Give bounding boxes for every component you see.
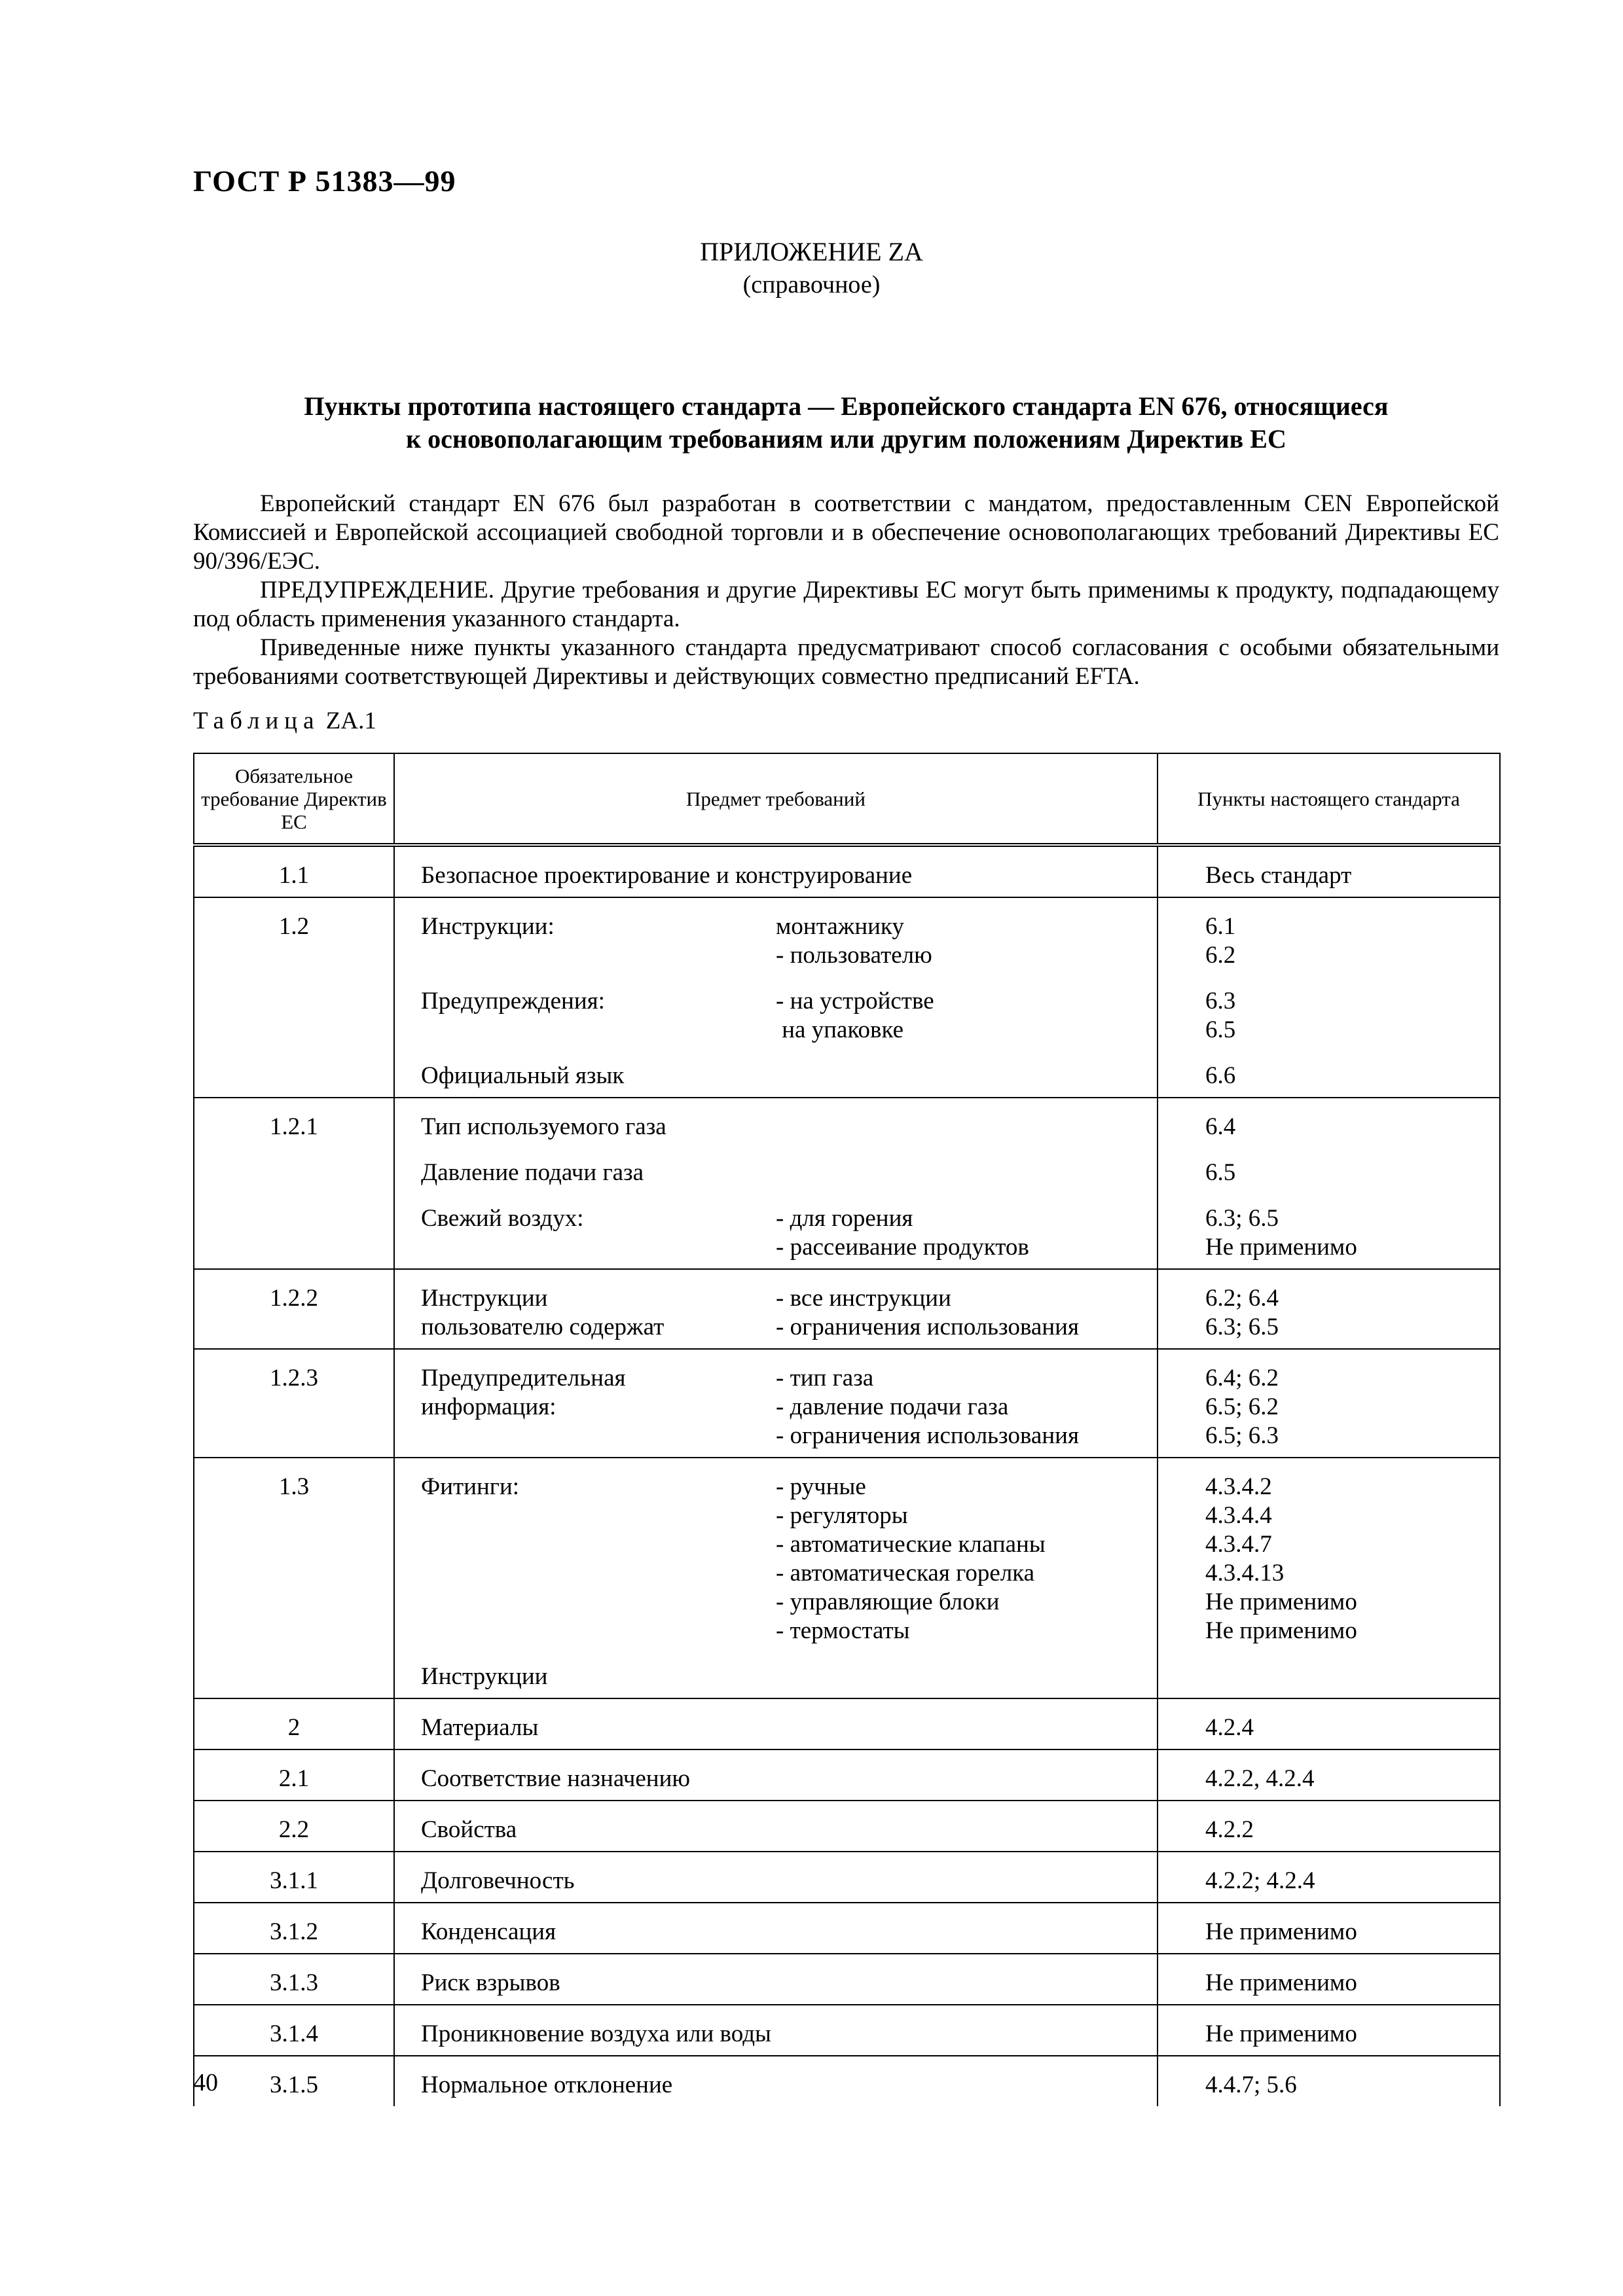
cell-clause-refs [1158,1349,1500,1458]
subject-line [421,1617,1157,1645]
subject-item: Свойства [421,1816,517,1843]
subject-item: информация: [421,1393,556,1420]
cell-subject [394,845,1158,897]
subject-detail [776,2071,1157,2100]
subject-detail: на упаковке [776,1016,903,1043]
cell-subject [394,1852,1158,1903]
clause-ref [1205,1662,1499,1691]
subject-line [421,1713,1157,1742]
cell-requirement-code: 3.1.4 [194,2005,394,2056]
clause-ref: 6.5 [1205,1159,1236,1186]
subject-line [421,2071,1157,2100]
subject-detail: - пользователю [776,942,932,969]
subject-detail [776,1662,1157,1691]
line-gap [421,1141,1157,1158]
subject-line [421,1364,1157,1393]
table-row [194,1269,1500,1349]
table-row [194,1458,1500,1698]
subject-line [421,1867,1157,1895]
clause-ref: 6.1 [1205,913,1236,940]
clause-ref: Не применимо [1205,1588,1357,1615]
document-title-line-2: к основополагающим требованиям или другим положениям Директив ЕС [406,424,1286,454]
table-row [194,2005,1500,2056]
cell-subject [394,1801,1158,1852]
clause-ref: Не применимо [1205,1617,1357,1644]
subject-item [421,1422,776,1450]
table-caption [193,707,376,735]
line-gap [1205,1045,1499,1062]
subject-detail: - на устройстве [776,988,934,1014]
clause-ref: 4.3.4.2 [1205,1473,1272,1500]
paragraph-intro: Европейский стандарт EN 676 был разработан в соответствии с мандатом, предоставленным CEN Европейской Комиссией и Европейской ассоциацией свободной торговли и в обеспечение основополагающих требований Директивы ЕС 90/396/ЕЭС. [193,490,1499,575]
cell-clause-refs [1158,1269,1500,1349]
subject-line [421,1393,1157,1422]
cell-subject [394,897,1158,1098]
line-gap [1205,970,1499,987]
subject-line [421,1918,1157,1946]
subject-line [421,1016,1157,1045]
header-subject: Предмет требований [394,753,1158,845]
subject-line [421,1422,1157,1450]
header-standard-clauses: Пункты настоящего стандарта [1158,753,1500,845]
subject-item [421,941,776,970]
table-row [194,1801,1500,1852]
subject-item [421,1501,776,1530]
table-row [194,1749,1500,1801]
table-row [194,2056,1500,2106]
subject-item: Свежий воздух: [421,1205,584,1232]
cell-subject [394,1098,1158,1269]
clause-ref: 6.3 [1205,988,1236,1014]
subject-line [421,1530,1157,1559]
subject-detail: - ограничения использования [776,1422,1079,1449]
cell-subject [394,1458,1158,1698]
subject-detail [776,2020,1157,2049]
cell-subject [394,2056,1158,2106]
subject-line [421,1559,1157,1588]
cell-clause-refs [1158,1098,1500,1269]
cell-clause-refs [1158,845,1500,897]
subject-detail [776,1816,1157,1844]
subject-line [421,1765,1157,1793]
subject-line [421,1588,1157,1617]
cell-clause-refs [1158,1903,1500,1954]
subject-detail [776,1765,1157,1793]
subject-line [421,987,1157,1016]
subject-item: Безопасное проектирование и конструирование [421,862,913,889]
subject-line [421,1233,1157,1262]
cell-clause-refs [1158,2005,1500,2056]
subject-detail: монтажнику [776,913,904,940]
subject-item [421,1233,776,1262]
table-row [194,845,1500,897]
clause-ref: 4.2.2 [1205,1816,1254,1843]
subject-item: Давление подачи газа [421,1159,644,1186]
subject-item: Предупредительная [421,1365,626,1391]
cell-subject [394,2005,1158,2056]
subject-item: Инструкции: [421,913,555,940]
table-caption-number: ZA.1 [325,708,376,734]
subject-line [421,1816,1157,1844]
clause-ref: Не применимо [1205,1918,1357,1945]
subject-line [421,1284,1157,1313]
cell-requirement-code: 1.3 [194,1458,394,1698]
cell-requirement-code: 3.1.3 [194,1954,394,2005]
subject-item: Официальный язык [421,1062,625,1089]
subject-line [421,1113,1157,1141]
cell-clause-refs [1158,1954,1500,2005]
subject-detail: - автоматическая горелка [776,1560,1035,1587]
table-row [194,1698,1500,1749]
subject-item: Риск взрывов [421,1969,560,1996]
annex-heading [0,236,1623,301]
cell-subject [394,1903,1158,1954]
clause-ref: 4.2.2, 4.2.4 [1205,1765,1315,1792]
cell-requirement-code: 2.1 [194,1749,394,1801]
subject-detail: - ограничения использования [776,1314,1079,1340]
subject-item: Конденсация [421,1918,556,1945]
clause-ref: 6.4 [1205,1113,1236,1140]
document-title-line-1: Пункты прототипа настоящего стандарта — Европейского стандарта EN 676, относящиеся [304,391,1389,421]
clause-ref: 6.4; 6.2 [1205,1365,1279,1391]
table-row [194,1852,1500,1903]
clause-ref: 4.4.7; 5.6 [1205,2072,1297,2098]
clause-ref: 4.3.4.4 [1205,1502,1272,1529]
table-header-row [194,753,1500,845]
table-row [194,1903,1500,1954]
annex-title: ПРИЛОЖЕНИЕ ZA [700,237,923,266]
subject-item: Инструкции [421,1285,548,1312]
cell-subject [394,1269,1158,1349]
paragraph-clauses: Приведенные ниже пункты указанного стандарта предусматривают способ согласования с особыми обязательными требованиями соответствующей Директивы и действующих совместно предписаний EFTA. [193,634,1499,690]
subject-line [421,1204,1157,1233]
subject-detail: - для горения [776,1205,913,1232]
clause-ref: 6.5; 6.2 [1205,1393,1279,1420]
subject-item: Предупреждения: [421,988,605,1014]
line-gap [1205,1141,1499,1158]
subject-item: Нормальное отклонение [421,2072,673,2098]
cell-requirement-code: 3.1.5 [194,2056,394,2106]
cell-subject [394,1698,1158,1749]
subject-item: Тип используемого газа [421,1113,666,1140]
cell-subject [394,1349,1158,1458]
subject-item: Долговечность [421,1867,575,1894]
subject-item: Соответствие назначению [421,1765,691,1792]
clause-ref: 4.3.4.13 [1205,1560,1285,1587]
requirements-table [193,753,1501,2106]
subject-item: Проникновение воздуха или воды [421,2020,771,2047]
subject-detail: - давление подачи газа [776,1393,1009,1420]
cell-clause-refs [1158,1852,1500,1903]
subject-detail [776,1918,1157,1946]
subject-detail [776,861,1157,890]
table-caption-word: Таблица [193,708,320,734]
clause-ref: 6.3; 6.5 [1205,1205,1279,1232]
cell-clause-refs [1158,1458,1500,1698]
subject-detail [776,1113,1157,1141]
line-gap [1205,1645,1499,1662]
cell-clause-refs [1158,1801,1500,1852]
clause-ref: Не применимо [1205,1234,1357,1261]
cell-requirement-code: 1.1 [194,845,394,897]
subject-item [421,1016,776,1045]
clause-ref: 6.3; 6.5 [1205,1314,1279,1340]
subject-item: пользователю содержат [421,1314,665,1340]
subject-detail: - тип газа [776,1365,874,1391]
subject-line [421,1501,1157,1530]
cell-subject [394,1954,1158,2005]
cell-requirement-code: 1.2.2 [194,1269,394,1349]
header-directive-requirement: Обязательное требование Директив ЕС [194,753,394,845]
clause-ref: Весь стандарт [1205,862,1352,889]
clause-ref: 4.3.4.7 [1205,1531,1272,1558]
subject-item: Фитинги: [421,1473,520,1500]
table-row [194,1954,1500,2005]
cell-clause-refs [1158,2056,1500,2106]
clause-ref: 6.6 [1205,1062,1236,1089]
cell-clause-refs [1158,897,1500,1098]
subject-line [421,1969,1157,1998]
clause-ref: 6.2 [1205,942,1236,969]
page-number: 40 [193,2069,218,2096]
subject-line [421,941,1157,970]
subject-detail [776,1158,1157,1187]
clause-ref: 4.2.4 [1205,1714,1254,1741]
cell-clause-refs [1158,1749,1500,1801]
subject-line [421,912,1157,941]
cell-requirement-code: 2.2 [194,1801,394,1852]
table-row [194,1098,1500,1269]
cell-requirement-code: 3.1.1 [194,1852,394,1903]
subject-line [421,1313,1157,1342]
subject-detail [776,1713,1157,1742]
subject-detail: - управляющие блоки [776,1588,1000,1615]
subject-item: Инструкции [421,1663,548,1690]
subject-item: Материалы [421,1714,539,1741]
cell-requirement-code: 1.2.1 [194,1098,394,1269]
subject-line [421,1062,1157,1090]
subject-detail [776,1969,1157,1998]
clause-ref: 6.5; 6.3 [1205,1422,1279,1449]
subject-line [421,1662,1157,1691]
cell-subject [394,1749,1158,1801]
document-title [193,390,1499,456]
subject-detail [776,1867,1157,1895]
clause-ref: Не применимо [1205,2020,1357,2047]
subject-line [421,861,1157,890]
cell-requirement-code: 3.1.2 [194,1903,394,1954]
subject-detail: - все инструкции [776,1285,951,1312]
table-body [194,845,1500,2106]
annex-subtitle: (справочное) [742,271,881,298]
subject-detail: - ручные [776,1473,866,1500]
cell-requirement-code: 1.2 [194,897,394,1098]
standard-code: ГОСТ Р 51383—99 [193,164,456,198]
subject-detail: - рассеивание продуктов [776,1234,1029,1261]
line-gap [1205,1187,1499,1204]
subject-line [421,2020,1157,2049]
clause-ref: 6.2; 6.4 [1205,1285,1279,1312]
subject-detail: - регуляторы [776,1502,908,1529]
cell-requirement-code: 1.2.3 [194,1349,394,1458]
line-gap [421,1045,1157,1062]
subject-detail: - термостаты [776,1617,910,1644]
cell-clause-refs [1158,1698,1500,1749]
subject-item [421,1530,776,1559]
clause-ref: Не применимо [1205,1969,1357,1996]
subject-line [421,1473,1157,1501]
subject-detail: - автоматические клапаны [776,1531,1046,1558]
subject-item [421,1559,776,1588]
subject-detail [776,1062,1157,1090]
subject-item [421,1617,776,1645]
clause-ref: 6.5 [1205,1016,1236,1043]
line-gap [421,970,1157,987]
clause-ref: 4.2.2; 4.2.4 [1205,1867,1315,1894]
subject-item [421,1588,776,1617]
table-row [194,897,1500,1098]
paragraph-warning: ПРЕДУПРЕЖДЕНИЕ. Другие требования и другие Директивы ЕС могут быть применимы к продукту, подпадающему под область применения указанного стандарта. [193,577,1499,632]
line-gap [421,1645,1157,1662]
subject-line [421,1158,1157,1187]
table-row [194,1349,1500,1458]
cell-requirement-code: 2 [194,1698,394,1749]
line-gap [421,1187,1157,1204]
